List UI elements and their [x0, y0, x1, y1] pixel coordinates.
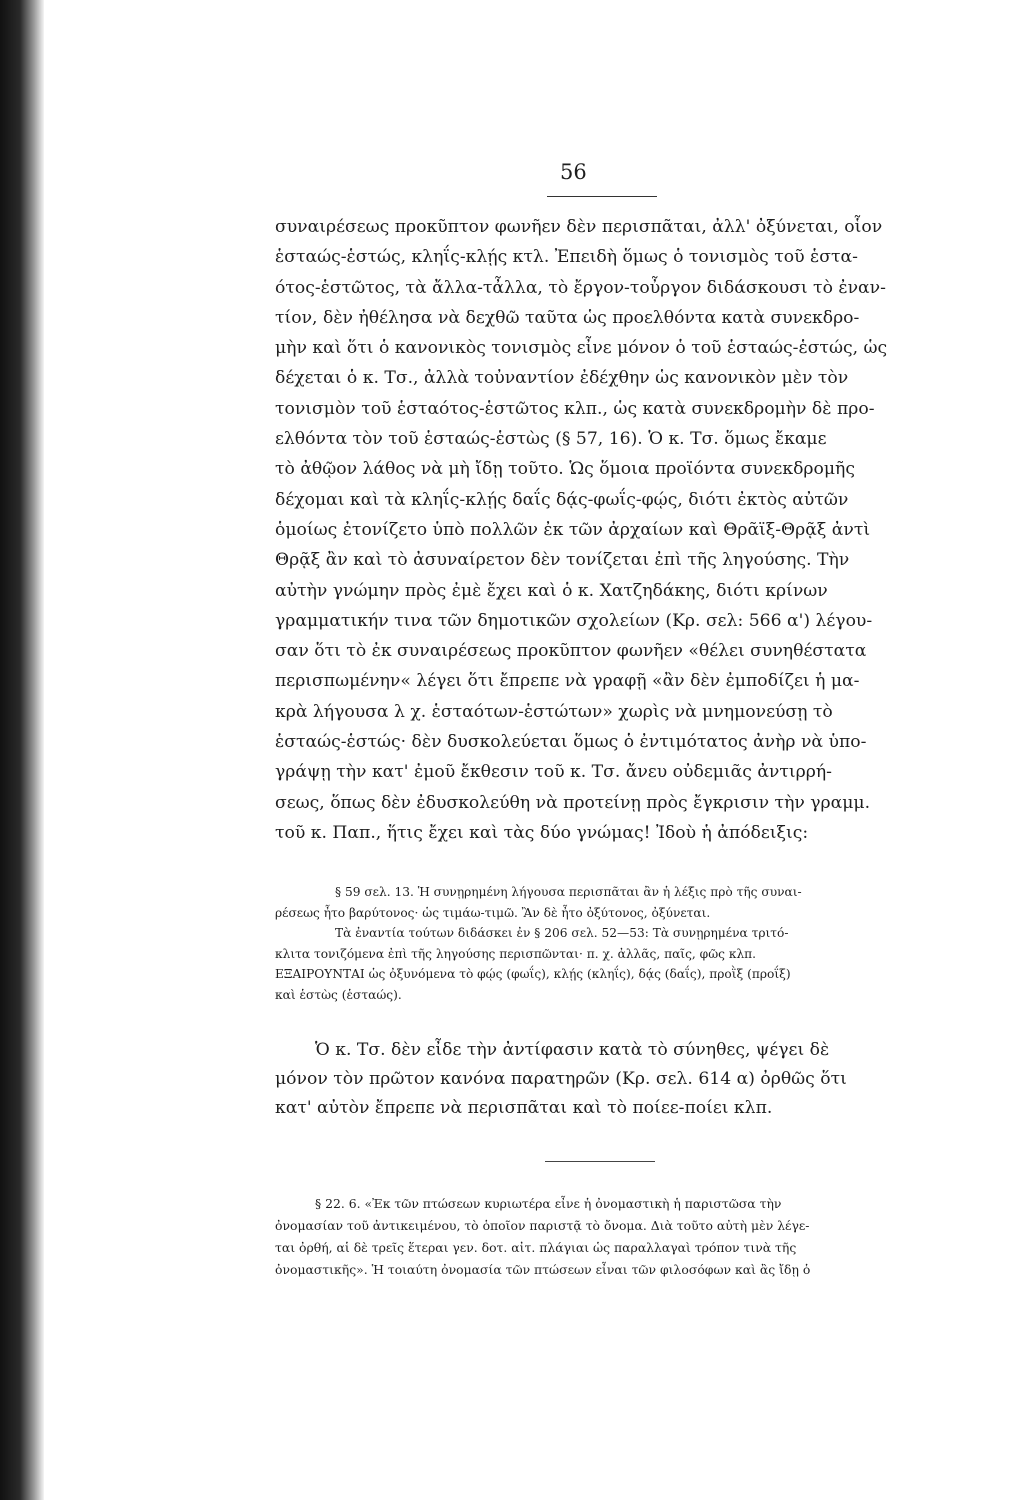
note-line: Τὰ ἐναντία τούτων διδάσκει ἐν § 206 σελ. 52—53: Τὰ συνῃρημένα τριτό- [335, 926, 789, 940]
page-number-rule [547, 196, 657, 197]
text-line: κρὰ λήγουσα λ χ. ἑσταότων-ἑστώτων» χωρὶς νὰ μνημονεύσῃ τὸ [275, 701, 833, 722]
text-line: δέχεται ὁ κ. Τσ., ἀλλὰ τοὐναντίον ἐδέχθην ὡς κανονικὸν μὲν τὸν [275, 368, 849, 389]
text-line: τονισμὸν τοῦ ἑσταότος-ἑστῶτος κλπ., ὡς κατὰ συνεκδρομὴν δὲ προ- [275, 398, 875, 419]
footnote-line: ὀνομαστικῆς». Ἡ τοιαύτη ὀνομασία τῶν πτώσεων εἶναι τῶν φιλοσόφων καὶ ἂς ἴδῃ ὁ [275, 1262, 811, 1277]
text-line: συναιρέσεως προκῦπτον φωνῆεν δὲν περισπᾶται, ἀλλ' ὀξύνεται, οἷον [275, 217, 883, 237]
scan-left-edge-shadow [0, 0, 44, 1500]
text-line: τοῦ κ. Παπ., ἥτις ἔχει καὶ τὰς δύο γνώμας! Ἰδοὺ ἡ ἀπόδειξις: [275, 822, 809, 843]
text-line: ότος-ἑστῶτος, τὰ ἄλλα-τἆλλα, τὸ ἔργον-τοὖργον διδάσκουσι τὸ ἐναν- [275, 277, 886, 298]
main-paragraph [275, 212, 965, 848]
note-line: καὶ ἑστὼς (ἑσταώς). [275, 987, 402, 1002]
text-line: ελθόντα τὸν τοῦ ἑσταώς-ἑστὼς (§ 57, 16). Ὁ κ. Τσ. ὅμως ἔκαμε [275, 429, 827, 450]
text-line: τὸ ἀθῷον λάθος νὰ μὴ ἴδῃ τοῦτο. Ὡς ὅμοια προϊόντα συνεκδρομῆς [275, 459, 855, 480]
text-line: κατ' αὐτὸν ἔπρεπε νὰ περισπᾶται καὶ τὸ ποίεε-ποίει κλπ. [275, 1098, 773, 1118]
text-line: ὁμοίως ἐτονίζετο ὑπὸ πολλῶν ἐκ τῶν ἀρχαίων καὶ Θρᾶϊξ-Θρᾷξ ἀντὶ [275, 519, 871, 540]
text-line: μὴν καὶ ὅτι ὁ κανονικὸς τονισμὸς εἶνε μόνον ὁ τοῦ ἑσταώς-ἑστώς, ὡς [275, 338, 888, 359]
text-line: αὐτὴν γνώμην πρὸς ἐμὲ ἔχει καὶ ὁ κ. Χατζηδάκης, διότι κρίνων [275, 580, 828, 601]
text-line: Θρᾷξ ἂν καὶ τὸ ἀσυναίρετον δὲν τονίζεται ἐπὶ τῆς ληγούσης. Τὴν [275, 550, 850, 571]
text-line: μόνον τὸν πρῶτον κανόνα παρατηρῶν (Κρ. σελ. 614 α) ὀρθῶς ὅτι [275, 1069, 847, 1089]
second-paragraph [275, 1036, 965, 1123]
text-line: σαν ὅτι τὸ ἐκ συναιρέσεως προκῦπτον φωνῆεν «θέλει συνηθέστατα [275, 641, 867, 662]
text-line: περισπωμένην« λέγει ὅτι ἔπρεπε νὰ γραφῇ «ἂν δὲν ἐμποδίζει ἡ μα- [275, 671, 860, 692]
footnote [275, 1193, 965, 1281]
note-line: ΕΞΑΙΡΟΥΝΤΑΙ ὡς ὀξυνόμενα τὸ φῴς (φωΐς), κλῄς (κληΐς), δᾴς (δαΐς), προῒξ (προΐξ) [275, 967, 791, 981]
note-line: § 59 σελ. 13. Ἡ συνῃρημένη λήγουσα περισπᾶται ἂν ἡ λέξις πρὸ τῆς συναι- [335, 885, 802, 899]
note-line: ρέσεως ἦτο βαρύτονος· ὡς τιμάω-τιμῶ. Ἂν δὲ ἦτο ὀξύτονος, ὀξύνεται. [275, 905, 711, 920]
text-line: δέχομαι καὶ τὰ κληΐς-κλῄς δαΐς δᾴς-φωΐς-φῴς, διότι ἐκτὸς αὐτῶν [275, 489, 849, 510]
text-line: γράψῃ τὴν κατ' ἐμοῦ ἔκθεσιν τοῦ κ. Τσ. ἄνευ οὐδεμιᾶς ἀντιρρή- [275, 762, 832, 783]
footnote-separator [545, 1161, 655, 1162]
footnote-line: ὀνομασίαν τοῦ ἀντικειμένου, τὸ ὁποῖον παριστᾷ τὸ ὄνομα. Διὰ τοῦτο αὐτὴ μὲν λέγε- [275, 1218, 810, 1233]
text-line: Ὁ κ. Τσ. δὲν εἶδε τὴν ἀντίφασιν κατὰ τὸ σύνηθες, ψέγει δὲ [315, 1040, 830, 1060]
note-line: κλιτα τονιζόμενα ἐπὶ τῆς ληγούσης περισπῶνται· π. χ. ἀλλᾶς, παῖς, φῶς κλπ. [275, 946, 757, 961]
text-line: γραμματικήν τινα τῶν δημοτικῶν σχολείων (Κρ. σελ: 566 α') λέγου- [275, 610, 873, 631]
page-number: 56 [560, 160, 587, 184]
text-line: ἑσταώς-ἑστώς, κληΐς-κλῄς κτλ. Ἐπειδὴ ὅμως ὁ τονισμὸς τοῦ ἑστα- [275, 247, 858, 268]
quoted-note [275, 882, 965, 1005]
text-line: ἑσταώς-ἑστώς· δὲν δυσκολεύεται ὅμως ὁ ἐντιμότατος ἀνὴρ νὰ ὑπο- [275, 732, 867, 753]
text-line: τίον, δὲν ἠθέλησα νὰ δεχθῶ ταῦτα ὡς προελθόντα κατὰ συνεκδρο- [275, 307, 860, 328]
footnote-line: ται ὀρθή, αἱ δὲ τρεῖς ἕτεραι γεν. δοτ. αἰτ. πλάγιαι ὡς παραλλαγαὶ τρόπον τινὰ τῆς [275, 1240, 797, 1255]
footnote-line: § 22. 6. «Ἐκ τῶν πτώσεων κυριωτέρα εἶνε ἡ ὀνομαστικὴ ἡ παριστῶσα τὴν [315, 1196, 782, 1211]
text-line: σεως, ὅπως δὲν ἐδυσκολεύθη νὰ προτείνῃ πρὸς ἔγκρισιν τὴν γραμμ. [275, 792, 871, 813]
